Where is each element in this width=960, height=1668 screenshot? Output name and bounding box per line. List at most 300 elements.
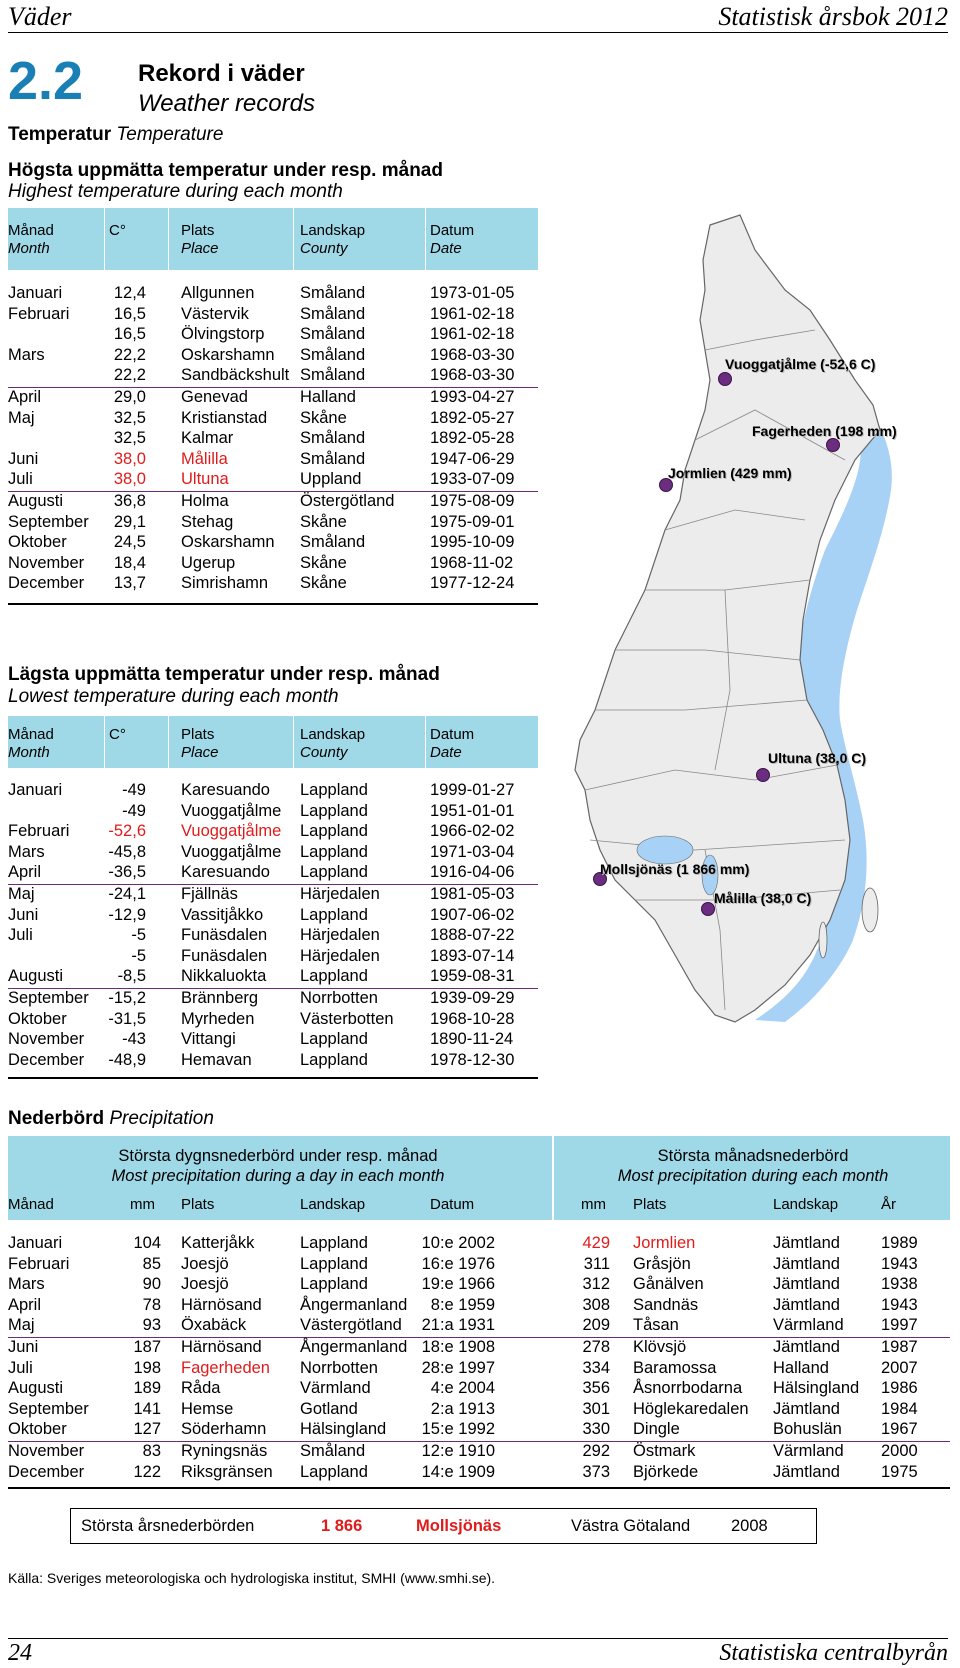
highest-table-subtitle: Highest temperature during each month [8, 181, 343, 202]
cell-month-place: Höglekaredalen [633, 1399, 749, 1418]
cell-date: 1890-11-24 [430, 1030, 514, 1049]
cell-day-mm: 141 [133, 1399, 161, 1418]
cell-date: 1966-02-02 [430, 822, 515, 841]
section-subtitle: Weather records [138, 90, 315, 117]
col-month-county: Landskap [773, 1196, 839, 1213]
table-row [8, 906, 538, 927]
cell-date: 1975-08-09 [430, 491, 515, 510]
col-month: Månad [8, 1196, 54, 1213]
cell-place: Ölvingstorp [181, 325, 265, 344]
marker-malilla [701, 902, 715, 916]
cell-date: 1961-02-18 [430, 325, 515, 344]
cell-day-date: 18:e 1908 [421, 1337, 495, 1356]
table-row [8, 470, 538, 492]
cell-month: November [8, 1030, 85, 1049]
cell-date: 1933-07-09 [430, 470, 515, 489]
cell-date: 1968-03-30 [430, 366, 515, 385]
cell-county: Lappland [300, 801, 368, 820]
cell-day-county: Ångermanland [300, 1337, 408, 1356]
cell-date: 1977-12-24 [430, 574, 515, 593]
cell-county: Härjedalen [300, 884, 380, 903]
annual-max-mm: 1 866 [321, 1517, 363, 1535]
table-row [8, 284, 538, 305]
cell-place: Kalmar [181, 429, 234, 448]
island-gotland [862, 888, 878, 932]
cell-date: 1907-06-02 [430, 905, 515, 924]
cell-day-mm: 78 [142, 1295, 161, 1314]
cell-month-place: Sandnäs [633, 1295, 699, 1314]
cell-month-county: Jämtland [773, 1234, 840, 1252]
cell-month: Juli [8, 1358, 33, 1377]
temperature-heading [8, 124, 223, 146]
cell-month: Maj [8, 1316, 35, 1335]
cell-day-date: 15:e 1992 [421, 1420, 495, 1439]
cell-month-mm: 334 [582, 1358, 610, 1377]
table-row [8, 346, 538, 367]
cell-month-place: Klövsjö [633, 1337, 687, 1356]
highest-table-title: Högsta uppmätta temperatur under resp. månad [8, 160, 443, 181]
cell-month-year: 1986 [881, 1379, 918, 1398]
cell-month-year: 1989 [881, 1234, 918, 1252]
cell-place: Fjällnäs [181, 884, 238, 903]
cell-day-county: Ångermanland [300, 1295, 408, 1314]
cell-month: Maj [8, 884, 35, 903]
table-row [8, 409, 538, 430]
cell-value: 32,5 [113, 429, 146, 448]
cell-month: September [8, 512, 89, 531]
cell-day-mm: 90 [142, 1275, 161, 1294]
table-row [8, 1359, 950, 1380]
cell-day-mm: 85 [142, 1254, 161, 1273]
section-number: 2.2 [8, 51, 84, 111]
cell-value: -5 [131, 926, 146, 945]
cell-day-mm: 104 [133, 1234, 161, 1252]
island-oland [819, 922, 827, 958]
cell-value: 24,5 [113, 533, 146, 552]
cell-county: Lappland [300, 1030, 368, 1049]
cell-value: 32,5 [113, 408, 146, 427]
cell-month: Mars [8, 345, 45, 364]
cell-month: Januari [8, 284, 63, 302]
col-value: C° [109, 726, 126, 743]
cell-month: Februari [8, 304, 70, 323]
sweden-map-shape [555, 210, 955, 1040]
cell-place: Vuoggatjålme [181, 801, 282, 820]
map-label-vuoggatjalme: Vuoggatjålme (-52,6 C) [725, 356, 876, 372]
table-row [8, 947, 538, 968]
table-row [8, 1234, 950, 1255]
table-row [8, 533, 538, 554]
cell-place: Karesuando [181, 863, 270, 882]
precip-heading-sv: Nederbörd [8, 1108, 105, 1129]
cell-date: 1961-02-18 [430, 304, 515, 323]
cell-county: Norrbotten [300, 988, 378, 1007]
cell-day-county: Hälsingland [300, 1420, 387, 1439]
cell-day-county: Lappland [300, 1254, 368, 1273]
cell-month-mm: 278 [582, 1337, 610, 1356]
table-row [8, 1379, 950, 1400]
highest-table-bottom-rule [8, 603, 538, 605]
cell-month-place: Östmark [633, 1441, 696, 1460]
cell-place: Kristianstad [181, 408, 268, 427]
cell-month-mm: 292 [582, 1441, 610, 1460]
cell-county: Småland [300, 304, 366, 323]
cell-month-county: Hälsingland [773, 1379, 860, 1398]
cell-month-year: 2000 [881, 1441, 918, 1460]
table-row [8, 388, 538, 409]
cell-month: September [8, 988, 89, 1007]
cell-place: Stehag [181, 512, 234, 531]
table-row [8, 429, 538, 450]
cell-day-mm: 122 [133, 1462, 161, 1481]
cell-place: Oskarshamn [181, 345, 275, 364]
cell-day-place: Råda [181, 1379, 221, 1398]
col-month-year: År [881, 1196, 896, 1213]
cell-month-county: Jämtland [773, 1275, 840, 1294]
cell-date: 1947-06-29 [430, 449, 515, 468]
precip-table-body [8, 1234, 950, 1483]
annual-max-box [70, 1508, 817, 1544]
cell-value: -8,5 [117, 967, 146, 986]
cell-day-mm: 187 [133, 1337, 161, 1356]
cell-place: Vuoggatjålme [181, 842, 282, 861]
map-label-fagerheden: Fagerheden (198 mm) [752, 423, 897, 439]
precip-heading [8, 1108, 214, 1130]
cell-month: Juni [8, 905, 39, 924]
cell-day-date: 16:e 1976 [421, 1254, 495, 1273]
precip-month-title: Största månadsnederbörd Most precipitation during each month [617, 1147, 889, 1185]
map-label-jormlien: Jormlien (429 mm) [668, 465, 792, 481]
cell-month-mm: 301 [582, 1399, 610, 1418]
cell-month-mm: 312 [582, 1275, 610, 1294]
cell-county: Halland [300, 387, 356, 406]
col-value: C° [109, 222, 126, 239]
lowest-table-title: Lägsta uppmätta temperatur under resp. månad [8, 664, 440, 685]
col-date: Datum Date [430, 726, 475, 761]
cell-county: Lappland [300, 1050, 368, 1069]
cell-date: 1888-07-22 [430, 926, 515, 945]
table-row [8, 822, 538, 843]
table-row [8, 989, 538, 1010]
cell-date: 1893-07-14 [430, 946, 515, 965]
cell-day-date: 10:e 2002 [421, 1234, 495, 1252]
cell-place: Hemavan [181, 1050, 252, 1069]
precip-day-title: Största dygnsnederbörd under resp. månad Most precipitation during a day in each month [111, 1147, 445, 1185]
cell-month: Mars [8, 842, 45, 861]
map-label-malilla: Målilla (38,0 C) [714, 890, 812, 906]
cell-month: December [8, 574, 85, 593]
cell-month-place: Gråsjön [633, 1254, 691, 1273]
table-row [8, 863, 538, 885]
cell-county: Västerbotten [300, 1009, 394, 1028]
cell-day-date: 19:e 1966 [421, 1275, 495, 1294]
cell-place: Genevad [181, 387, 248, 406]
annual-max-place: Mollsjönäs [416, 1517, 502, 1535]
col-day-date: Datum [430, 1196, 475, 1213]
cell-month-county: Jämtland [773, 1462, 840, 1481]
cell-month: Januari [8, 781, 63, 799]
cell-month: Januari [8, 1234, 63, 1252]
annual-max-county: Västra Götaland [571, 1517, 691, 1535]
cell-month-year: 1975 [881, 1462, 918, 1481]
cell-day-county: Gotland [300, 1399, 358, 1418]
cell-date: 1951-01-01 [430, 801, 515, 820]
table-row [8, 1275, 950, 1296]
cell-county: Östergötland [300, 491, 395, 510]
cell-county: Småland [300, 325, 366, 344]
footer-rule [8, 1638, 948, 1639]
footer-publisher: Statistiska centralbyrån [719, 1640, 948, 1666]
cell-month-mm: 356 [582, 1379, 610, 1398]
lowest-table-body [8, 781, 538, 1071]
cell-day-place: Riksgränsen [181, 1462, 273, 1481]
cell-value: 18,4 [113, 553, 146, 572]
cell-county: Skåne [300, 408, 347, 427]
cell-month-county: Värmland [773, 1316, 844, 1335]
cell-county: Lappland [300, 842, 368, 861]
cell-month: Oktober [8, 1420, 67, 1439]
cell-day-county: Lappland [300, 1275, 368, 1294]
precip-heading-en: Precipitation [109, 1108, 214, 1129]
cell-month: April [8, 1295, 42, 1314]
cell-place: Västervik [181, 304, 249, 323]
cell-value: -45,8 [108, 842, 146, 861]
cell-month: Augusti [8, 491, 64, 510]
running-header-left: Väder [8, 2, 72, 31]
col-day-county: Landskap [300, 1196, 366, 1213]
cell-county: Lappland [300, 905, 368, 924]
cell-place: Simrishamn [181, 574, 269, 593]
col-county: Landskap County [300, 726, 366, 761]
cell-month: Augusti [8, 1379, 64, 1398]
cell-value: 29,1 [113, 512, 146, 531]
cell-place: Målilla [181, 449, 228, 468]
cell-county: Härjedalen [300, 926, 380, 945]
cell-county: Härjedalen [300, 946, 380, 965]
cell-month-place: Jormlien [633, 1234, 696, 1252]
marker-ultuna [756, 768, 770, 782]
cell-value: -12,9 [108, 905, 146, 924]
cell-day-mm: 198 [133, 1358, 161, 1377]
cell-month: April [8, 387, 42, 406]
cell-day-place: Söderhamn [181, 1420, 267, 1439]
cell-date: 1939-09-29 [430, 988, 515, 1007]
table-row [8, 1255, 950, 1276]
table-row [8, 1338, 950, 1359]
cell-day-place: Joesjö [181, 1254, 229, 1273]
cell-day-place: Katterjåkk [181, 1234, 255, 1252]
cell-month-year: 1943 [881, 1254, 918, 1273]
cell-month: Augusti [8, 967, 64, 986]
cell-value: -48,9 [108, 1050, 146, 1069]
cell-month-county: Jämtland [773, 1254, 840, 1273]
col-day-mm: mm [130, 1196, 155, 1213]
cell-county: Småland [300, 345, 366, 364]
table-row [8, 843, 538, 864]
cell-month: Juli [8, 470, 33, 489]
col-county: Landskap County [300, 222, 366, 257]
table-row [8, 1316, 950, 1338]
cell-county: Småland [300, 284, 366, 302]
table-row [8, 366, 538, 388]
cell-value: -49 [122, 781, 146, 799]
cell-county: Lappland [300, 781, 368, 799]
cell-month-year: 2007 [881, 1358, 918, 1377]
col-month: Månad Month [8, 222, 54, 257]
cell-day-date: 14:e 1909 [421, 1462, 495, 1481]
table-row [8, 513, 538, 534]
cell-day-place: Öxabäck [181, 1316, 247, 1335]
cell-date: 1993-04-27 [430, 387, 515, 406]
cell-month-year: 1997 [881, 1316, 918, 1335]
cell-day-date: 12:e 1910 [421, 1441, 495, 1460]
cell-value: 13,7 [113, 574, 146, 593]
cell-month: April [8, 863, 42, 882]
cell-month: Juni [8, 449, 39, 468]
cell-month-place: Gånälven [633, 1275, 704, 1294]
table-row [8, 885, 538, 906]
cell-day-date: 28:e 1997 [421, 1358, 495, 1377]
cell-month: Juli [8, 926, 33, 945]
cell-month-mm: 429 [582, 1234, 610, 1252]
cell-place: Ultuna [181, 470, 229, 489]
cell-month: December [8, 1050, 85, 1069]
cell-month-place: Dingle [633, 1420, 680, 1439]
cell-county: Lappland [300, 967, 368, 986]
cell-value: 22,2 [113, 366, 146, 385]
cell-value: 36,8 [113, 491, 146, 510]
cell-date: 1892-05-27 [430, 408, 515, 427]
precip-table-bottom-rule [8, 1487, 950, 1489]
cell-month: Februari [8, 1254, 70, 1273]
cell-day-mm: 83 [142, 1441, 161, 1460]
table-row [8, 1400, 950, 1421]
cell-day-place: Härnösand [181, 1337, 262, 1356]
cell-day-place: Hemse [181, 1399, 234, 1418]
cell-date: 1971-03-04 [430, 842, 515, 861]
cell-month: Oktober [8, 1009, 67, 1028]
cell-county: Skåne [300, 574, 347, 593]
cell-county: Småland [300, 449, 366, 468]
cell-county: Småland [300, 429, 366, 448]
table-row [8, 450, 538, 471]
cell-place: Karesuando [181, 781, 270, 799]
cell-value: -43 [122, 1030, 146, 1049]
cell-value: 22,2 [113, 345, 146, 364]
cell-month-year: 1987 [881, 1337, 918, 1356]
map-label-mollsjonas: Mollsjönäs (1 866 mm) [600, 861, 750, 877]
cell-month-place: Björkede [633, 1462, 699, 1481]
cell-date: 1981-05-03 [430, 884, 515, 903]
table-row [8, 926, 538, 947]
cell-month: Mars [8, 1275, 45, 1294]
cell-day-place: Joesjö [181, 1275, 229, 1294]
header-rule [8, 32, 948, 33]
cell-month-mm: 311 [583, 1254, 610, 1273]
cell-month-county: Värmland [773, 1441, 844, 1460]
highest-table-header [8, 208, 538, 270]
lowest-table-bottom-rule [8, 1077, 538, 1079]
cell-place: Funäsdalen [181, 946, 268, 965]
table-row [8, 325, 538, 346]
cell-date: 1968-11-02 [430, 553, 514, 572]
cell-date: 1968-10-28 [430, 1009, 515, 1028]
cell-place: Nikkaluokta [181, 967, 267, 986]
lake-vanern [637, 836, 693, 864]
cell-place: Brännberg [181, 988, 259, 1007]
cell-day-county: Västergötland [300, 1316, 402, 1335]
sweden-map [555, 210, 955, 1040]
table-row [8, 1463, 950, 1484]
lowest-table-subtitle: Lowest temperature during each month [8, 686, 339, 707]
col-month-place: Plats [633, 1196, 667, 1213]
cell-day-place: Fagerheden [181, 1358, 270, 1377]
cell-place: Myrheden [181, 1009, 255, 1028]
marker-vuoggatjalme [718, 372, 732, 386]
col-place: Plats Place [181, 222, 219, 257]
cell-month: Juni [8, 1337, 39, 1356]
cell-place: Allgunnen [181, 284, 255, 302]
cell-month: November [8, 1441, 85, 1460]
cell-place: Holma [181, 491, 229, 510]
cell-month-mm: 373 [582, 1462, 610, 1481]
cell-place: Ugerup [181, 553, 236, 572]
cell-county: Lappland [300, 822, 368, 841]
section-title: Rekord i väder [138, 60, 305, 87]
cell-day-place: Härnösand [181, 1295, 262, 1314]
table-row [8, 574, 538, 595]
cell-value: -24,1 [108, 884, 146, 903]
cell-day-county: Lappland [300, 1234, 368, 1252]
marker-fagerheden [826, 438, 840, 452]
cell-month-mm: 330 [582, 1420, 610, 1439]
col-month: Månad Month [8, 726, 54, 761]
cell-place: Vittangi [181, 1030, 236, 1049]
running-header-right: Statistisk årsbok 2012 [718, 2, 948, 31]
cell-date: 1959-08-31 [430, 967, 515, 986]
cell-month-county: Jämtland [773, 1295, 840, 1314]
table-row [8, 554, 538, 575]
table-row [8, 1296, 950, 1317]
cell-day-county: Småland [300, 1441, 366, 1460]
cell-date: 1892-05-28 [430, 429, 515, 448]
cell-county: Uppland [300, 470, 362, 489]
cell-month: November [8, 553, 85, 572]
cell-value: -36,5 [108, 863, 146, 882]
cell-day-county: Värmland [300, 1379, 371, 1398]
table-row [8, 1420, 950, 1442]
cell-value: -15,2 [108, 988, 146, 1007]
cell-date: 1975-09-01 [430, 512, 515, 531]
cell-month: Maj [8, 408, 35, 427]
cell-month: Februari [8, 822, 70, 841]
cell-value: 29,0 [113, 387, 146, 406]
page-number: 24 [8, 1640, 32, 1666]
cell-value: -52,6 [108, 822, 146, 841]
cell-value: 12,4 [113, 284, 146, 302]
table-row [8, 802, 538, 823]
cell-month-county: Jämtland [773, 1337, 840, 1356]
cell-month-year: 1967 [881, 1420, 918, 1439]
cell-date: 1973-01-05 [430, 284, 515, 302]
cell-month-year: 1938 [881, 1275, 918, 1294]
annual-max-label: Största årsnederbörden [81, 1517, 255, 1535]
table-row [8, 492, 538, 513]
source-note: Källa: Sveriges meteorologiska och hydrologiska institut, SMHI (www.smhi.se). [8, 1570, 496, 1586]
cell-day-date: 4:e 2004 [430, 1379, 495, 1398]
precip-table-header [8, 1136, 950, 1220]
cell-place: Vassitjåkko [181, 905, 264, 924]
